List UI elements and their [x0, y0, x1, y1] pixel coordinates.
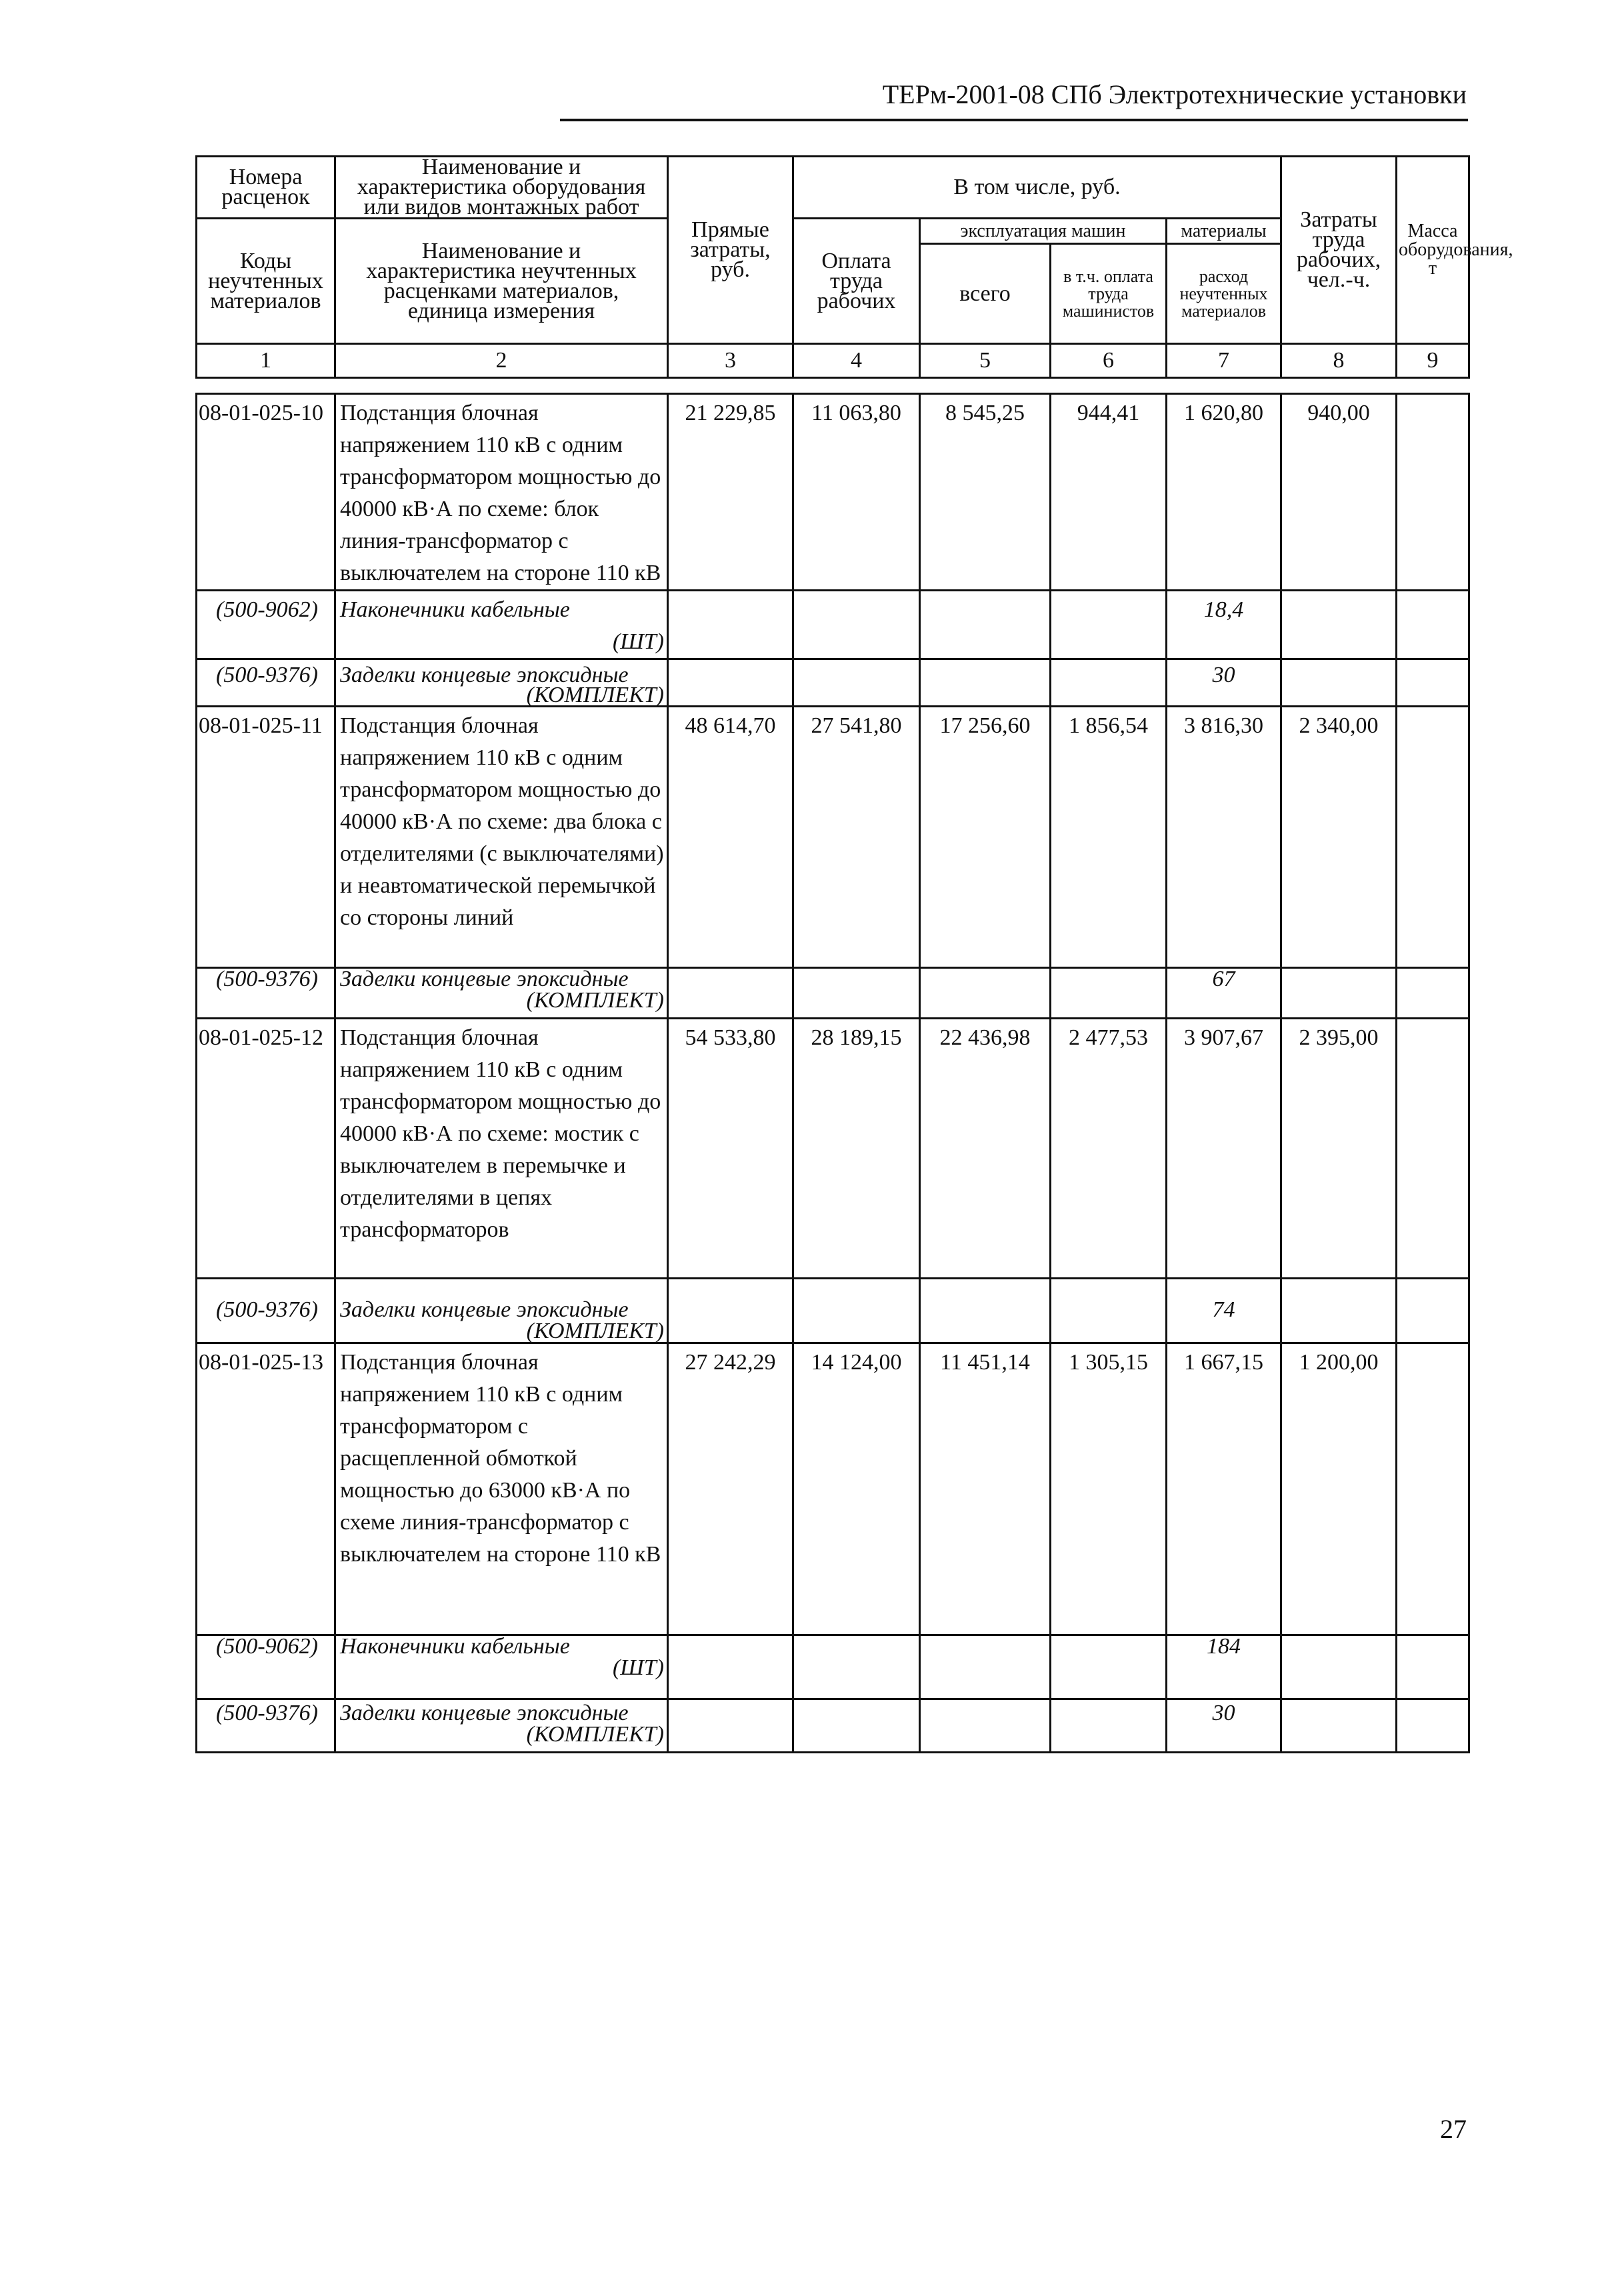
- material-name: [335, 591, 668, 659]
- material-name: [335, 968, 668, 1019]
- table-header: [195, 155, 1513, 379]
- table-row: [197, 591, 1469, 659]
- column-number: 2: [335, 344, 668, 378]
- materials-cost: 1 667,15: [1167, 1343, 1281, 1635]
- materials-cost: 3 816,30: [1167, 707, 1281, 968]
- header-unaccounted-materials: расход неучтенных материалов: [1167, 244, 1281, 344]
- material-quantity: 67: [1167, 968, 1281, 1019]
- machinist-wages: 1 305,15: [1051, 1343, 1167, 1635]
- rate-name: Подстанция блочная напряжением 110 кВ с одним трансформатором мощностью до 40000 кВ·А по схеме: два блока с отделителями (с выключателями) и неавтоматической перемычкой со стороны линий: [335, 707, 668, 968]
- direct-costs: 54 533,80: [668, 1019, 793, 1279]
- machinist-wages: 944,41: [1051, 394, 1167, 591]
- worker-wages: 28 189,15: [793, 1019, 920, 1279]
- direct-costs: 48 614,70: [668, 707, 793, 968]
- header-material-codes: Коды неучтенных материалов: [197, 219, 335, 344]
- materials-cost: 3 907,67: [1167, 1019, 1281, 1279]
- material-name: [335, 659, 668, 707]
- rate-name: Подстанция блочная напряжением 110 кВ с одним трансформатором мощностью до 40000 кВ·А по схеме: блок линия-трансформатор с выключателем на стороне 110 кВ: [335, 394, 668, 591]
- material-quantity: 18,4: [1167, 591, 1281, 659]
- column-number: 7: [1167, 344, 1281, 378]
- material-name-text: Заделки концевые эпоксидные: [340, 967, 629, 991]
- header-material-names: Наименование и характеристика неучтенных расценками материалов, единица измерения: [335, 219, 668, 344]
- machines-total: 8 545,25: [920, 394, 1051, 591]
- materials-cost: 1 620,80: [1167, 394, 1281, 591]
- table-row: [197, 1699, 1469, 1753]
- material-code: (500-9062): [197, 591, 335, 659]
- column-number: 4: [793, 344, 920, 378]
- column-number: 3: [668, 344, 793, 378]
- page-number: 27: [1440, 2114, 1467, 2144]
- running-head: ТЕРм-2001-08 СПб Электротехнические установки: [882, 79, 1467, 109]
- table-row: [197, 1279, 1469, 1343]
- equipment-mass: [1397, 1019, 1469, 1279]
- rate-code: 08-01-025-12: [197, 1019, 335, 1279]
- material-quantity: 30: [1167, 1699, 1281, 1753]
- material-code: (500-9376): [197, 1699, 335, 1753]
- material-code: (500-9376): [197, 968, 335, 1019]
- header-machine-operation: эксплуатация машин: [920, 219, 1167, 244]
- machines-total: 17 256,60: [920, 707, 1051, 968]
- rate-name: Подстанция блочная напряжением 110 кВ с одним трансформатором мощностью до 40000 кВ·А по схеме: мостик с выключателем в перемычке и отделителями в цепях трансформаторов: [335, 1019, 668, 1279]
- material-name-text: Заделки концевые эпоксидные: [340, 1701, 629, 1725]
- rate-code: 08-01-025-10: [197, 394, 335, 591]
- labor-hours: 2 340,00: [1281, 707, 1397, 968]
- equipment-mass: [1397, 707, 1469, 968]
- header-rate-numbers: Номера расценок: [197, 157, 335, 219]
- machinist-wages: 1 856,54: [1051, 707, 1167, 968]
- rate-name: Подстанция блочная напряжением 110 кВ с одним трансформатором с расщепленной обмоткой мощностью до 63000 кВ·А по схеме линия-трансформатор с выключателем на стороне 110 кВ: [335, 1343, 668, 1635]
- machines-total: 11 451,14: [920, 1343, 1051, 1635]
- header-materials: материалы: [1167, 219, 1281, 244]
- worker-wages: 27 541,80: [793, 707, 920, 968]
- material-name-text: Заделки концевые эпоксидные: [340, 1297, 629, 1322]
- header-work-name: Наименование и характеристика оборудования или видов монтажных работ: [335, 157, 668, 219]
- header-worker-wages: Оплата труда рабочих: [793, 219, 920, 344]
- material-unit: (КОМПЛЕКТ): [526, 1319, 664, 1343]
- table-row: [197, 394, 1469, 591]
- material-name: [335, 1279, 668, 1343]
- material-unit: (ШТ): [612, 1655, 664, 1680]
- material-name: [335, 1699, 668, 1753]
- table-row: [197, 968, 1469, 1019]
- table-row: [197, 659, 1469, 707]
- material-quantity: 30: [1167, 659, 1281, 707]
- labor-hours: 1 200,00: [1281, 1343, 1397, 1635]
- material-unit: (ШТ): [612, 629, 664, 654]
- column-number: 5: [920, 344, 1051, 378]
- direct-costs: 21 229,85: [668, 394, 793, 591]
- direct-costs: 27 242,29: [668, 1343, 793, 1635]
- column-number: 8: [1281, 344, 1397, 378]
- material-unit: (КОМПЛЕКТ): [526, 683, 664, 707]
- header-machines-total: всего: [920, 244, 1051, 344]
- table-row: [197, 1635, 1469, 1699]
- header-labor-hours: Затраты труда рабочих, чел.-ч.: [1281, 157, 1397, 344]
- material-name-text: Наконечники кабельные: [340, 597, 570, 622]
- table-row: [197, 1019, 1469, 1279]
- header-machinist-wages: в т.ч. оплата труда машинистов: [1051, 244, 1167, 344]
- table-row: [197, 707, 1469, 968]
- rates-table: [195, 393, 1470, 1753]
- labor-hours: 2 395,00: [1281, 1019, 1397, 1279]
- equipment-mass: [1397, 394, 1469, 591]
- machinist-wages: 2 477,53: [1051, 1019, 1167, 1279]
- material-code: (500-9376): [197, 1279, 335, 1343]
- header-mass: Масса оборудования, т: [1397, 157, 1469, 344]
- material-quantity: 184: [1167, 1635, 1281, 1699]
- material-name-text: Наконечники кабельные: [340, 1634, 570, 1659]
- material-unit: (КОМПЛЕКТ): [526, 1722, 664, 1747]
- labor-hours: 940,00: [1281, 394, 1397, 591]
- material-name-text: Заделки концевые эпоксидные: [340, 663, 629, 687]
- worker-wages: 14 124,00: [793, 1343, 920, 1635]
- material-name: [335, 1635, 668, 1699]
- equipment-mass: [1397, 1343, 1469, 1635]
- column-number: 1: [197, 344, 335, 378]
- rate-code: 08-01-025-11: [197, 707, 335, 968]
- machines-total: 22 436,98: [920, 1019, 1051, 1279]
- rate-code: 08-01-025-13: [197, 1343, 335, 1635]
- table-row: [197, 1343, 1469, 1635]
- header-including-group: В том числе, руб.: [793, 157, 1281, 219]
- material-code: (500-9062): [197, 1635, 335, 1699]
- column-number: 9: [1397, 344, 1469, 378]
- running-head-rule: [560, 119, 1468, 121]
- column-number: 6: [1051, 344, 1167, 378]
- material-unit: (КОМПЛЕКТ): [526, 988, 664, 1013]
- worker-wages: 11 063,80: [793, 394, 920, 591]
- header-direct-costs: Прямые затраты, руб.: [668, 157, 793, 344]
- material-code: (500-9376): [197, 659, 335, 707]
- material-quantity: 74: [1167, 1279, 1281, 1343]
